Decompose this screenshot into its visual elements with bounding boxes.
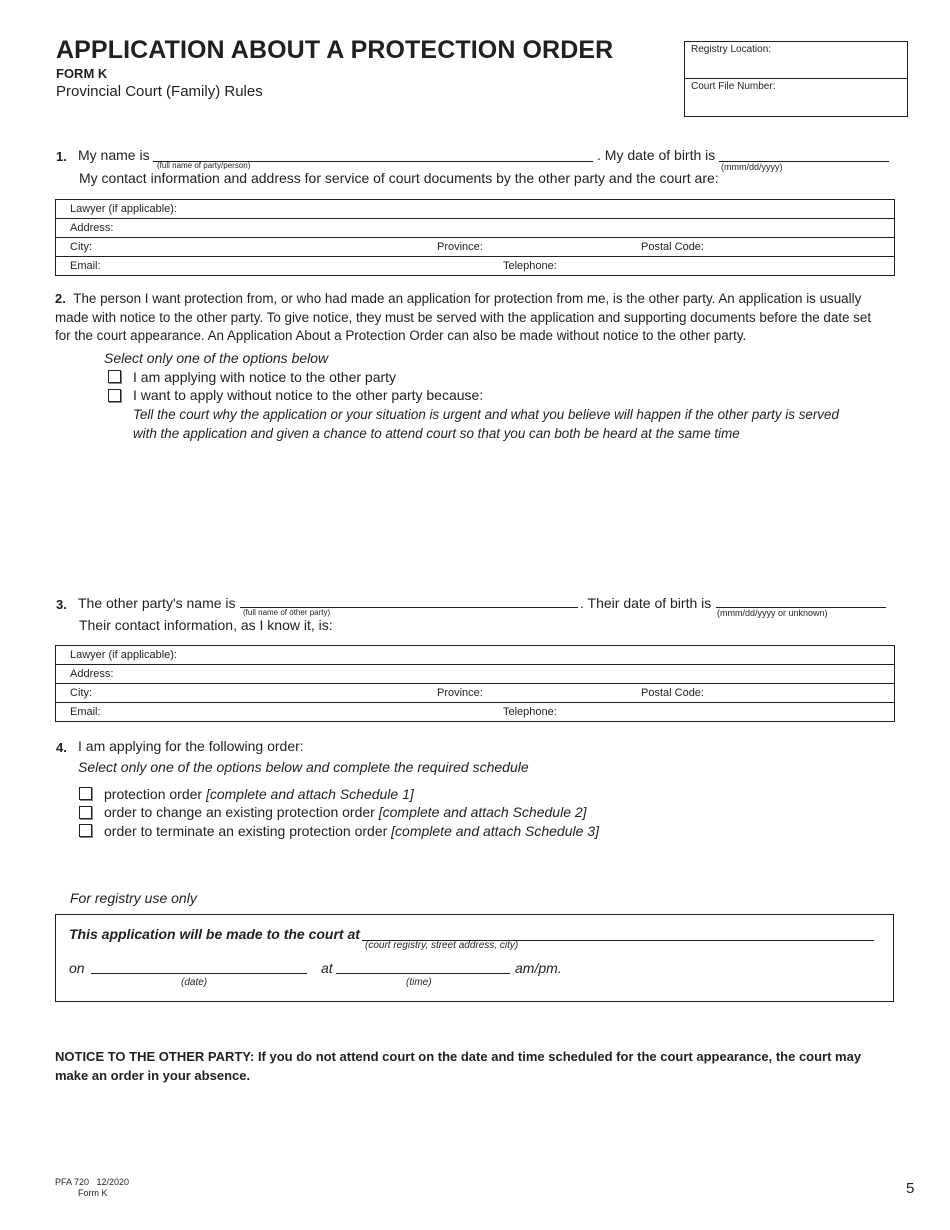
section-1-number: 1. [56,149,67,164]
court-file-number-field[interactable] [685,78,907,116]
registry-box [684,41,908,117]
party-dob-hint: (mmm/dd/yyyy) [721,162,783,172]
page-title: APPLICATION ABOUT A PROTECTION ORDER [56,36,614,64]
lawyer-row[interactable] [56,200,894,219]
without-notice-checkbox[interactable] [108,389,121,402]
section-1-dob-prefix: . My date of birth is [597,147,716,163]
section-1-name-prefix: My name is [78,147,150,163]
change-order-checkbox[interactable] [79,806,92,819]
section-3-contact-text: Their contact information, as I know it, is: [79,617,333,633]
party-contact-table [55,199,895,276]
city-label: City: [70,687,92,699]
without-notice-option-label: I want to apply without notice to the other party because: [133,387,484,403]
registry-use-heading: For registry use only [70,890,197,906]
option-label: protection order [104,786,203,802]
footer-form-label: Form K [78,1188,108,1198]
option-note: [complete and attach Schedule 2] [378,804,587,820]
date-hint: (date) [181,977,208,988]
city-row[interactable] [56,238,894,257]
protection-order-option [104,786,414,802]
other-party-contact-table [55,645,895,722]
lawyer-label: Lawyer (if applicable): [70,649,177,661]
section-2-instruction: Select only one of the options below [104,350,329,366]
email-row[interactable] [56,257,894,275]
terminate-order-option [104,823,599,839]
at-label: at [321,960,333,976]
telephone-label: Telephone: [503,260,557,272]
email-row[interactable] [56,703,894,721]
court-file-number-label: Court File Number: [691,81,776,92]
telephone-label: Telephone: [503,706,557,718]
court-location-hint: (court registry, street address, city) [365,940,519,951]
notice-to-other-party: NOTICE TO THE OTHER PARTY: If you do not attend court on the date and time scheduled for the court appearance, the court may make an order in your absence. [55,1049,862,1083]
party-name-hint: (full name of party/person) [157,161,251,170]
address-label: Address: [70,222,114,234]
section-3-number: 3. [56,597,67,612]
ampm-label: am/pm. [515,960,562,976]
urgency-reason-input[interactable] [133,445,883,585]
lawyer-row[interactable] [56,646,894,665]
notice-option-label: I am applying with notice to the other party [133,369,397,385]
lawyer-label: Lawyer (if applicable): [70,203,177,215]
section-4-text: I am applying for the following order: [78,738,304,754]
terminate-order-checkbox[interactable] [79,824,92,837]
email-label: Email: [70,706,101,718]
court-date-input[interactable] [91,973,307,974]
email-label: Email: [70,260,101,272]
registry-location-label: Registry Location: [691,44,772,55]
address-label: Address: [70,668,114,680]
time-hint: (time) [406,977,432,988]
city-label: City: [70,241,92,253]
other-party-name-hint: (full name of other party) [243,608,331,617]
option-label: order to change an existing protection order [104,804,375,820]
form-label: FORM K [56,66,108,81]
option-note: [complete and attach Schedule 1] [205,786,414,802]
option-note: [complete and attach Schedule 3] [391,823,599,839]
address-row[interactable] [56,219,894,238]
postal-code-label: Postal Code: [641,241,704,253]
other-party-dob-hint: (mmm/dd/yyyy or unknown) [717,608,828,618]
change-order-option [104,804,587,820]
city-row[interactable] [56,684,894,703]
address-row[interactable] [56,665,894,684]
section-4-instruction: Select only one of the options below and complete the required schedule [78,759,529,775]
made-at-label: This application will be made to the court at [69,926,360,942]
registry-location-field[interactable] [685,42,907,78]
province-label: Province: [437,241,483,253]
section-2-number: 2. [55,291,66,306]
section-2-text-block [55,290,885,346]
on-label: on [69,960,85,976]
page-number: 5 [906,1180,915,1197]
registry-use-box [55,914,894,1002]
section-1-contact-text: My contact information and address for service of court documents by the other party and the court are: [79,170,719,186]
protection-order-checkbox[interactable] [79,787,92,800]
rules-subtitle: Provincial Court (Family) Rules [56,83,263,100]
section-3-name-prefix: The other party's name is [78,595,236,611]
province-label: Province: [437,687,483,699]
option-label: order to terminate an existing protection order [104,823,388,839]
section-4-number: 4. [56,740,67,755]
form-code: PFA 720 12/2020 [55,1177,130,1187]
postal-code-label: Postal Code: [641,687,704,699]
section-3-dob-prefix: . Their date of birth is [580,595,712,611]
urgency-reason-prompt: Tell the court why the application or your situation is urgent and what you believe will happen if the other party is served with the application and given a chance to attend court so that you can both be heard at the same time [133,407,839,441]
court-time-input[interactable] [336,973,510,974]
notice-checkbox[interactable] [108,370,121,383]
section-2-text: The person I want protection from, or who had made an application for protection from me, is the other party. An application is usually made with notice to the other party. To give notice, they must be served with the application and supporting documents before the date set for the court appearance. An Application About a Protection Order can also be made without notice to the other party. [55,291,872,343]
